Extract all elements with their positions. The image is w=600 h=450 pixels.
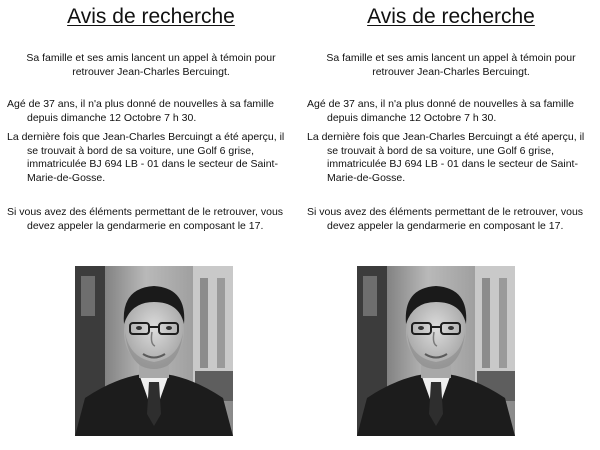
poster-intro: Sa famille et ses amis lancent un appel à témoin pour retrouver Jean-Charles Bercuingt. bbox=[326, 52, 576, 78]
poster-title: Avis de recherche bbox=[67, 5, 235, 28]
missing-person-poster-right bbox=[305, 0, 597, 450]
missing-person-photo bbox=[75, 266, 233, 436]
poster-age-paragraph: Agé de 37 ans, il n'a plus donné de nouvelles à sa famille depuis dimanche 12 Octobre 7 h 30. bbox=[307, 98, 575, 124]
missing-person-photo bbox=[357, 266, 515, 436]
poster-title: Avis de recherche bbox=[367, 5, 535, 28]
poster-contact-paragraph: Si vous avez des éléments permettant de le retrouver, vous devez appeler la gendarmerie en composant le 17. bbox=[7, 206, 284, 232]
poster-intro: Sa famille et ses amis lancent un appel à témoin pour retrouver Jean-Charles Bercuingt. bbox=[26, 52, 276, 78]
poster-last-seen-paragraph: La dernière fois que Jean-Charles Bercuingt a été aperçu, il se trouvait à bord de sa voiture, une Golf 6 grise, immatriculée BJ 694 LB - 01 dans le secteur de Saint-Marie-de-Gosse. bbox=[307, 131, 585, 184]
poster-age-paragraph: Agé de 37 ans, il n'a plus donné de nouvelles à sa famille depuis dimanche 12 Octobre 7 h 30. bbox=[7, 98, 275, 124]
poster-contact-paragraph: Si vous avez des éléments permettant de le retrouver, vous devez appeler la gendarmerie en composant le 17. bbox=[307, 206, 584, 232]
poster-last-seen-paragraph: La dernière fois que Jean-Charles Bercuingt a été aperçu, il se trouvait à bord de sa voiture, une Golf 6 grise, immatriculée BJ 694 LB - 01 dans le secteur de Saint-Marie-de-Gosse. bbox=[7, 131, 285, 184]
missing-person-poster-left bbox=[5, 0, 297, 450]
